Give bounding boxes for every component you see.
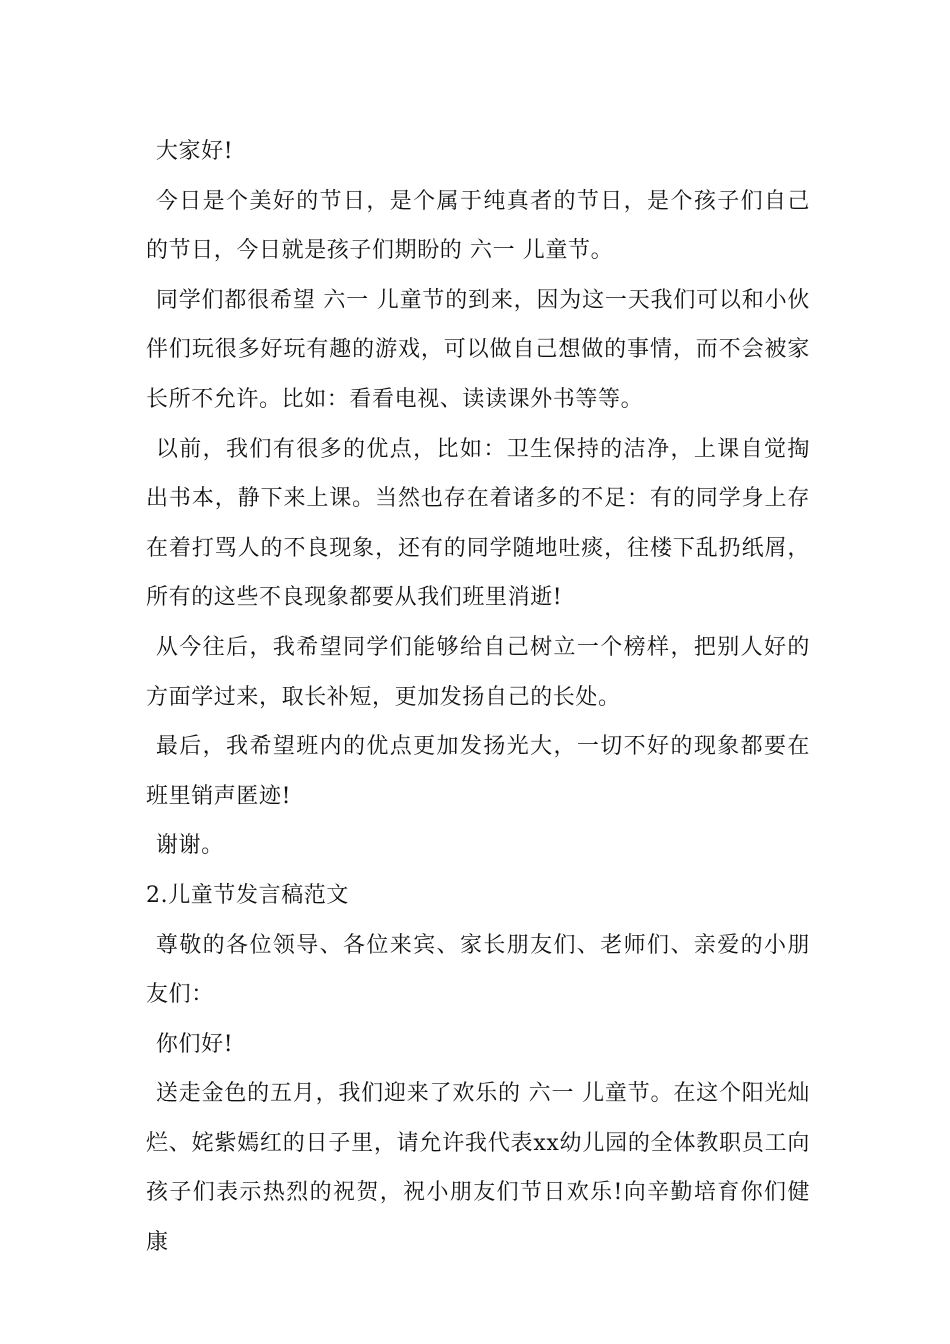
closing-paragraph: 谢谢。 — [155, 833, 224, 859]
document-body — [146, 127, 810, 1268]
body-paragraph: 送走金色的五月，我们迎来了欢乐的 六一 儿童节。在这个阳光灿烂、姹紫嫣红的日子里，请允许我代表xx幼儿园的全体教职员工向孩子们表示热烈的祝贺，祝小朋友们节日欢乐!向辛勤培育你们健康 — [146, 1081, 810, 1256]
body-paragraph: 从今往后，我希望同学们能够给自己树立一个榜样，把别人好的方面学过来，取长补短，更加发扬自己的长处。 — [146, 634, 810, 710]
body-paragraph: 以前，我们有很多的优点，比如：卫生保持的洁净，上课自觉掏出书本，静下来上课。当然也存在着诸多的不足：有的同学身上存在着打骂人的不良现象，还有的同学随地吐痰，往楼下乱扔纸屑，所有的这些不良现象都要从我们班里消逝! — [146, 436, 810, 611]
salutation-paragraph: 尊敬的各位领导、各位来宾、家长朋友们、老师们、亲爱的小朋友们： — [146, 932, 810, 1008]
greeting-paragraph: 大家好! — [155, 139, 234, 164]
section-heading: 2.儿童节发言稿范文 — [146, 882, 349, 908]
greeting-paragraph: 你们好! — [155, 1031, 234, 1057]
body-paragraph: 最后，我希望班内的优点更加发扬光大，一切不好的现象都要在班里销声匿迹! — [146, 734, 810, 809]
body-paragraph: 同学们都很希望 六一 儿童节的到来，因为这一天我们可以和小伙伴们玩很多好玩有趣的游戏，可以做自己想做的事情，而不会被家长所不允许。比如：看看电视、读读课外书等等。 — [146, 287, 810, 412]
body-paragraph: 今日是个美好的节日，是个属于纯真者的节日，是个孩子们自己的节日，今日就是孩子们期盼的 六一 儿童节。 — [146, 188, 810, 264]
